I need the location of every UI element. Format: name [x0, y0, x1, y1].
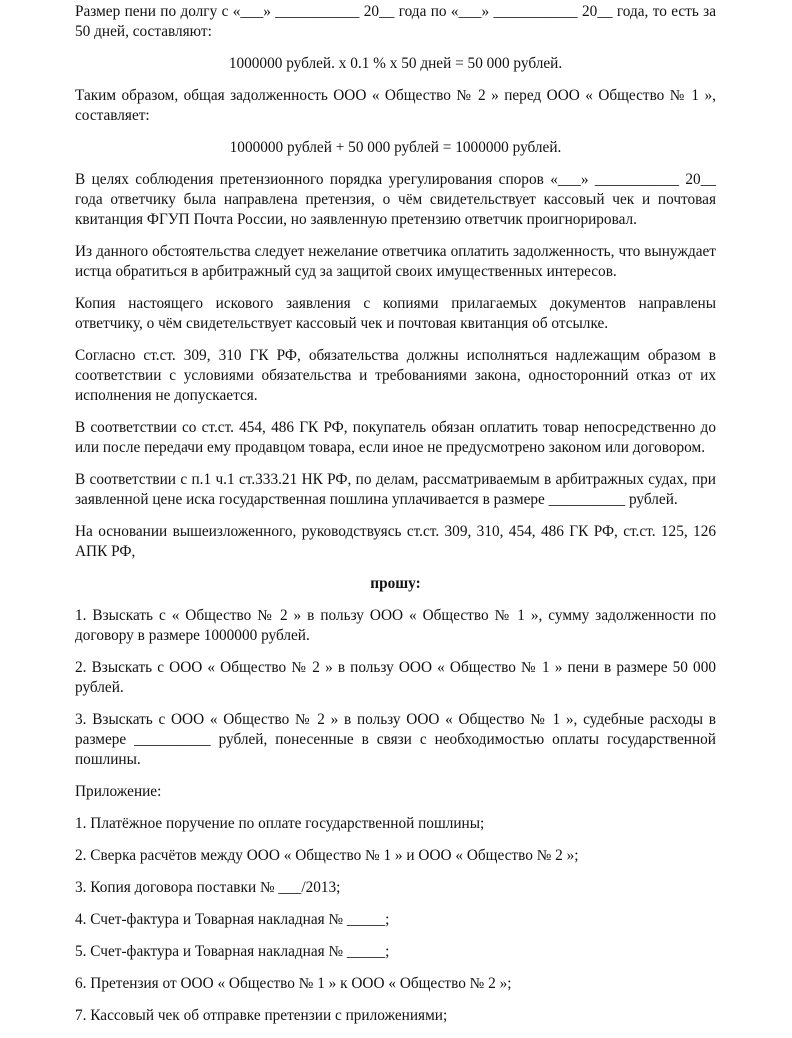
document-body	[75, 2, 716, 1038]
attachment-item-4: 4. Счет-фактура и Товарная накладная № _____;	[75, 911, 390, 928]
claim-procedure-paragraph: В целях соблюдения претензионного порядка урегулирования споров «___» ___________ 20__ года ответчику была направлена претензия, о чём свидетельствует кассовый чек и почтовая квитанция ФГУП Почта России, но заявленную претензию ответчик проигнорировал.	[75, 171, 716, 228]
request-item-2: 2. Взыскать с ООО « Общество № 2 » в пользу ООО « Общество № 1 » пени в размере 50 000 рублей.	[75, 659, 716, 696]
request-heading: прошу:	[370, 575, 421, 592]
total-debt-calculation: 1000000 рублей + 50 000 рублей = 1000000 рублей.	[229, 139, 562, 156]
attachment-item-6: 6. Претензия от ООО « Общество № 1 » к ООО « Общество № 2 »;	[75, 975, 512, 992]
reluctance-paragraph: Из данного обстоятельства следует нежелание ответчика оплатить задолженность, что вынуждает истца обратиться в арбитражный суд за защитой своих имущественных интересов.	[75, 243, 716, 280]
tax-code-paragraph: В соответствии с п.1 ч.1 ст.333.21 НК РФ, по делам, рассматриваемым в арбитражных судах, при заявленной цене иска государственная пошлина уплачивается в размере __________ рублей.	[75, 471, 716, 508]
penalty-calculation: 1000000 рублей. x 0.1 % x 50 дней = 50 000 рублей.	[228, 55, 563, 72]
civil-code-309-paragraph: Согласно ст.ст. 309, 310 ГК РФ, обязательства должны исполняться надлежащим образом в соответствии с условиями обязательства и требованиями закона, односторонний отказ от их исполнения не допускается.	[75, 347, 716, 404]
attachment-item-7: 7. Кассовый чек об отправке претензии с приложениями;	[75, 1007, 448, 1024]
legal-basis-paragraph: На основании вышеизложенного, руководствуясь ст.ст. 309, 310, 454, 486 ГК РФ, ст.ст. 125, 126 АПК РФ,	[75, 523, 716, 560]
copy-sent-paragraph: Копия настоящего искового заявления с копиями прилагаемых документов направлены ответчику, о чём свидетельствует кассовый чек и почтовая квитанция об отсылке.	[75, 295, 716, 332]
request-item-3: 3. Взыскать с ООО « Общество № 2 » в пользу ООО « Общество № 1 », судебные расходы в размере __________ рублей, понесенные в связи с необходимостью оплаты государственной пошлины.	[75, 711, 716, 768]
civil-code-454-paragraph: В соответствии со ст.ст. 454, 486 ГК РФ, покупатель обязан оплатить товар непосредственно до или после передачи ему продавцом товара, если иное не предусмотрено законом или договором.	[75, 419, 716, 456]
attachment-item-3: 3. Копия договора поставки № ___/2013;	[75, 879, 341, 896]
penalty-period-paragraph: Размер пени по долгу с «___» ___________ 20__ года по «___» ___________ 20__ года, то есть за 50 дней, составляют:	[75, 3, 716, 40]
attachment-item-2: 2. Сверка расчётов между ООО « Общество № 1 » и ООО « Общество № 2 »;	[75, 847, 579, 864]
attachment-item-5: 5. Счет-фактура и Товарная накладная № _____;	[75, 943, 390, 960]
attachment-item-1: 1. Платёжное поручение по оплате государственной пошлины;	[75, 815, 485, 832]
total-debt-paragraph: Таким образом, общая задолженность ООО « Общество № 2 » перед ООО « Общество № 1 », составляет:	[75, 87, 716, 124]
attachments-heading: Приложение:	[75, 783, 162, 800]
request-item-1: 1. Взыскать с « Общество № 2 » в пользу ООО « Общество № 1 », сумму задолженности по договору в размере 1000000 рублей.	[75, 607, 716, 644]
